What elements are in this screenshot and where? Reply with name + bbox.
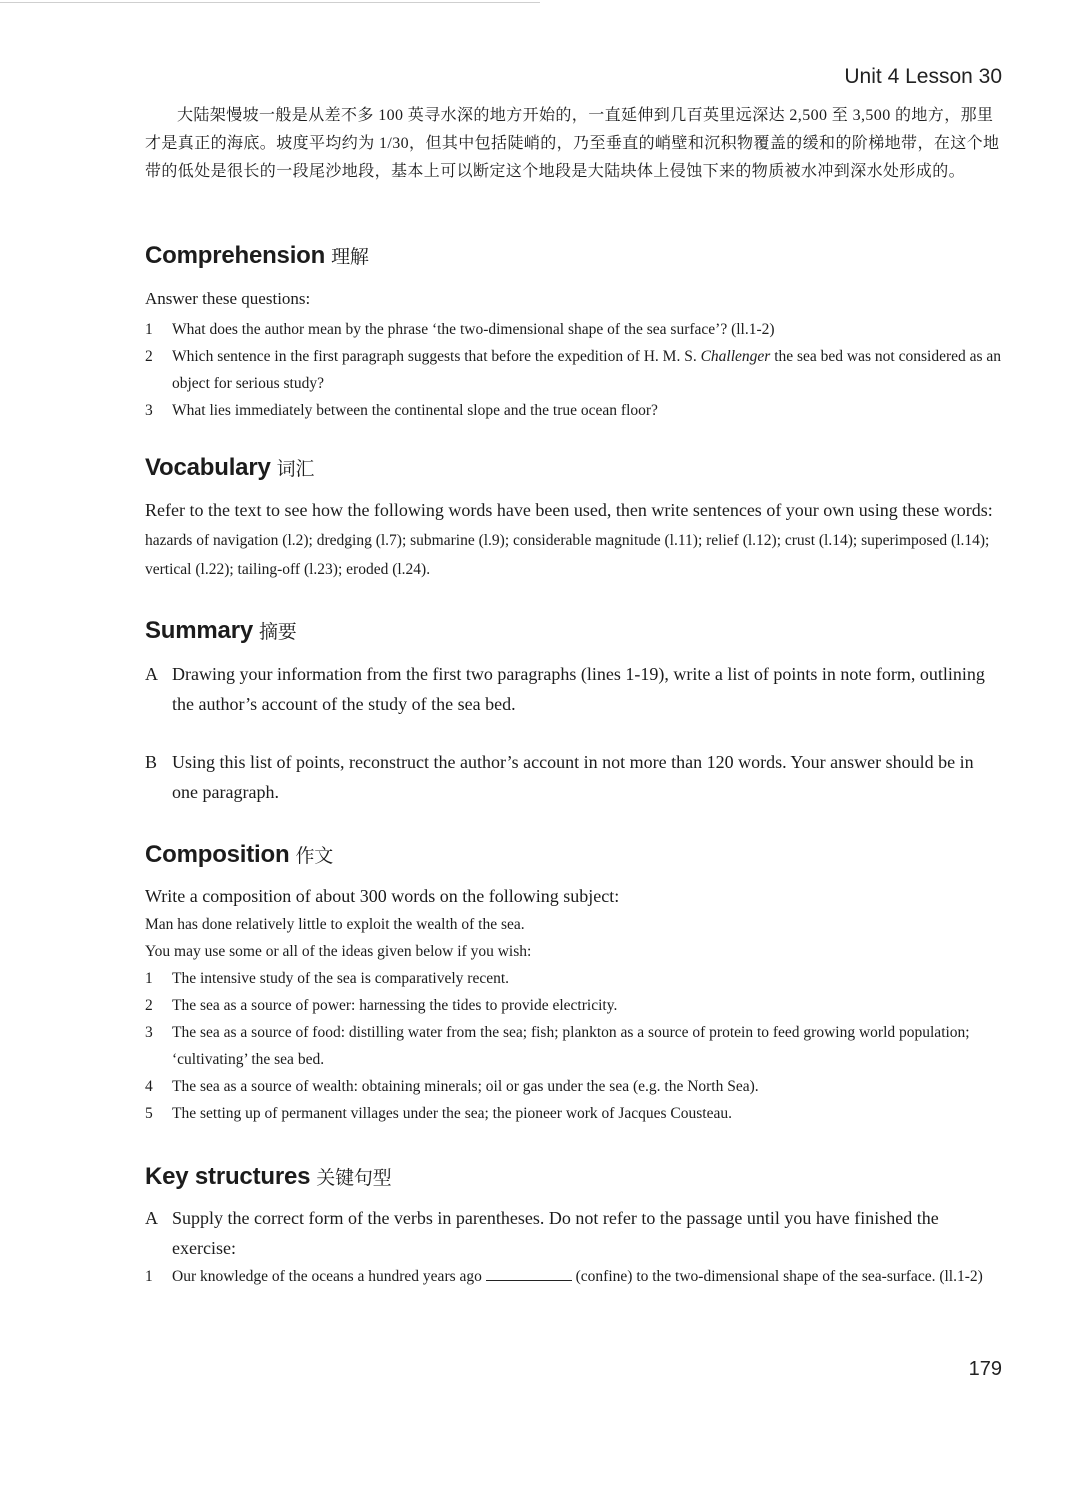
vocabulary-lead: Refer to the text to see how the following words have been used, then write sentences of your own using these words:	[145, 500, 993, 520]
question-text: Which sentence in the first paragraph suggests that before the expedition of H. M. S.	[172, 348, 701, 365]
composition-title: Composition	[145, 841, 290, 868]
composition-subject: Man has done relatively little to exploit the wealth of the sea.	[145, 916, 525, 933]
composition-title-cn: 作文	[295, 845, 334, 867]
comprehension-section	[145, 242, 1003, 424]
task-text: Supply the correct form of the verbs in parentheses. Do not refer to the passage until you have finished the exercise:	[172, 1208, 939, 1258]
task-letter: A	[145, 1208, 158, 1228]
summary-heading	[145, 617, 1003, 645]
key-structures-section	[145, 1163, 1003, 1290]
idea-number: 2	[145, 997, 153, 1014]
unit-lesson-header: Unit 4 Lesson 30	[844, 65, 1002, 88]
top-rule	[0, 2, 540, 3]
idea-text: The sea as a source of power: harnessing the tides to provide electricity.	[172, 997, 618, 1014]
key-structures-title: Key structures	[145, 1163, 311, 1190]
page-number: 179	[968, 1358, 1002, 1380]
idea-item	[145, 1019, 1003, 1073]
question-number: 2	[145, 348, 153, 365]
idea-number: 1	[145, 970, 153, 987]
idea-text: The setting up of permanent villages under the sea; the pioneer work of Jacques Cousteau.	[172, 1105, 732, 1122]
comprehension-intro: Answer these questions:	[145, 289, 311, 308]
key-structures-heading	[145, 1163, 1003, 1191]
idea-number: 3	[145, 1024, 153, 1041]
idea-text: The intensive study of the sea is comparatively recent.	[172, 970, 510, 987]
vocabulary-section	[145, 454, 1003, 585]
comprehension-title-cn: 理解	[331, 246, 369, 268]
composition-section	[145, 841, 1003, 1127]
answer-blank[interactable]	[486, 1266, 572, 1281]
summary-task-b	[145, 747, 1003, 807]
key-structures-title-cn: 关键句型	[316, 1167, 392, 1189]
idea-item	[145, 1100, 1003, 1127]
vocabulary-instructions	[145, 496, 1003, 583]
question-item	[145, 316, 1003, 343]
question-text: What does the author mean by the phrase ‘the two-dimensional shape of the sea surface’? (ll.1-2)	[172, 321, 775, 338]
vocabulary-word-list: hazards of navigation (l.2); dredging (l.7); submarine (l.9); considerable magnitude (l.11); relief (l.12); crust (l.14); superimposed (l.14); vertical (l.22); tailing-off (l.23); eroded (l.24).	[145, 532, 990, 578]
key-structures-task-a	[145, 1203, 1003, 1263]
question-item	[145, 397, 1003, 424]
exercise-text: Our knowledge of the oceans a hundred years ago	[172, 1268, 486, 1285]
task-text: Using this list of points, reconstruct the author’s account in not more than 120 words. Your answer should be in one paragraph.	[172, 752, 974, 802]
translation-section	[145, 62, 1003, 186]
question-text-cont: the sea bed was not considered as an object for serious study?	[172, 348, 1002, 392]
idea-item	[145, 992, 1003, 1019]
exercise-text-cont: (confine) to the two-dimensional shape of the sea-surface. (ll.1-2)	[571, 1268, 983, 1285]
summary-title: Summary	[145, 617, 253, 644]
idea-text: The sea as a source of food: distilling water from the sea; fish; plankton as a source of protein to feed growing world population; ‘cultivating’ the sea bed.	[172, 1024, 970, 1068]
composition-heading	[145, 841, 1003, 869]
task-letter: B	[145, 752, 158, 772]
exercise-item	[145, 1263, 1003, 1290]
question-text: What lies immediately between the continental slope and the true ocean floor?	[172, 402, 658, 419]
idea-text: The sea as a source of wealth: obtaining minerals; oil or gas under the sea (e.g. the North Sea).	[172, 1078, 759, 1095]
question-item	[145, 343, 1003, 397]
idea-item	[145, 965, 1003, 992]
task-letter: A	[145, 664, 158, 684]
vocabulary-heading	[145, 454, 1003, 482]
vocabulary-title-cn: 词汇	[276, 458, 315, 480]
composition-intro: Write a composition of about 300 words on the following subject:	[145, 886, 620, 906]
idea-number: 5	[145, 1105, 153, 1122]
task-text: Drawing your information from the first two paragraphs (lines 1-19), write a list of points in note form, outlining the author’s account of the study of the sea bed.	[172, 664, 985, 714]
idea-item	[145, 1073, 1003, 1100]
idea-number: 4	[145, 1078, 153, 1095]
ship-name: Challenger	[700, 348, 771, 365]
composition-hint: You may use some or all of the ideas given below if you wish:	[145, 943, 532, 960]
question-number: 3	[145, 402, 153, 419]
summary-title-cn: 摘要	[258, 621, 297, 643]
comprehension-heading	[145, 242, 1003, 270]
question-number: 1	[145, 321, 153, 338]
comprehension-title: Comprehension	[145, 242, 326, 269]
vocabulary-title: Vocabulary	[145, 454, 271, 481]
chinese-translation-paragraph: 大陆架慢坡一般是从差不多 100 英寻水深的地方开始的，一直延伸到几百英里远深达 2,500 至 3,500 的地方，那里才是真正的海底。坡度平均约为 1/30，但其中包括陡峭的，乃至垂直的峭壁和沉积物覆盖的缓和的阶梯地带，在这个地带的低处是很长的一段尾沙地段，基本上可以断定这个地段是大陆块体上侵蚀下来的物质被水冲到深水处形成的。	[145, 107, 1000, 180]
exercise-number: 1	[145, 1268, 153, 1285]
summary-task-a	[145, 659, 1003, 719]
summary-section	[145, 617, 1003, 807]
